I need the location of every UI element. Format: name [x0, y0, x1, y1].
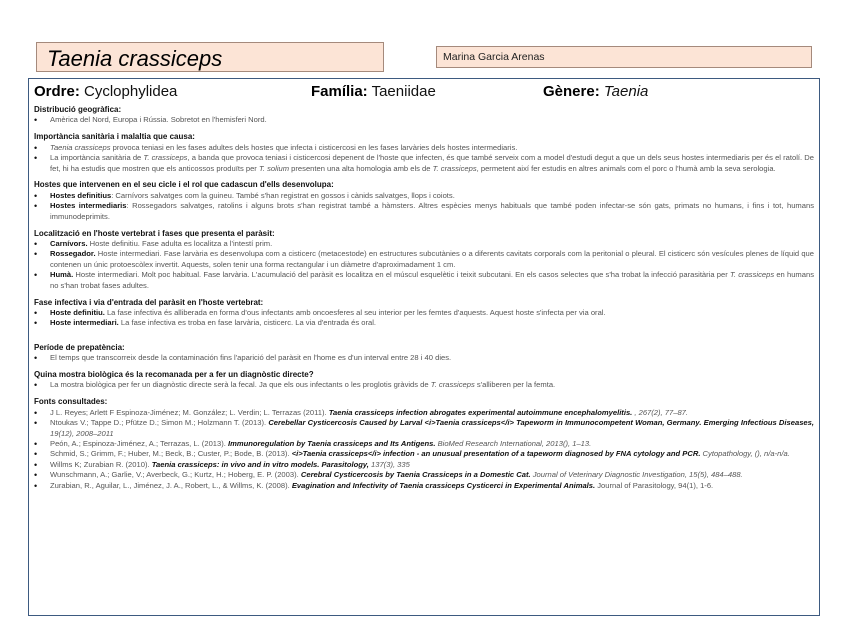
bullet: • [34, 190, 38, 201]
taxonomy-ordre [34, 83, 177, 100]
bullet: • [34, 449, 38, 460]
bullet: • [34, 115, 38, 126]
bullet: • [34, 459, 38, 470]
list-item: • Hoste definitiu. La fase infectiva és alliberada en forma d'ous infectants amb oncoesferes al seu interior per les femtes d'aquests. Aquest hoste s'infecta per via oral. [34, 307, 606, 318]
bullet: • [34, 470, 38, 481]
reference-item: • Zurabian, R., Aguilar, L., Jiménez, J. A., Robert, L., & Willms, K. (2008). Evagination and Infectivity of Taenia crassiceps Cysticerci in Experimental Animals. Journal of Parasitology, 94(1), 1-6. [34, 480, 714, 491]
bullet: • [34, 418, 38, 429]
reference-item: • Wunschmann, A.; Garlie, V.; Averbeck, G.; Kurtz, H.; Hoberg, E. P. (2003). Cerebral Cysticercosis by Taenia Crassiceps in a Domestic Cat. Journal of Veterinary Diagnostic Investigation, 15(5), 484–488. [34, 470, 743, 481]
bullet: • [34, 201, 38, 212]
section-heading-prepatencia: Període de prepatència: [34, 342, 125, 352]
bullet: • [34, 238, 38, 249]
list-item: • Hostes intermediaris: Rossegadors salvatges, ratolins i alguns brots s'han registrat també a hàmsters. Altres espècies menys habituals que també poden infectar-se són gats, primats no humans, i fins i tot, humans immunodeprimits. [34, 201, 814, 221]
content [34, 105, 814, 491]
list-item: • Hostes definitius: Carnívors salvatges com la guineu. També s'han registrat en gossos i cànids salvatges, llops i coiots. [34, 190, 455, 201]
reference-item: • Willms K; Zurabian R. (2010). Taenia crassiceps: in vivo and in vitro models. Parasitology, 137(3), 335 [34, 459, 410, 470]
page-title: Taenia crassiceps [47, 46, 223, 71]
bullet: • [34, 438, 38, 449]
section-heading-fonts: Fonts consultades: [34, 397, 108, 407]
reference-item: • Peón, A.; Espinoza-Jiménez, A.; Terrazas, L. (2013). Immunoregulation by Taenia crassiceps and Its Antigens. BioMed Research International, 2013(), 1–13. [34, 438, 592, 449]
section-heading-fase: Fase infectiva i via d'entrada del paràsit en l'hoste vertebrat: [34, 297, 264, 307]
list-item: • El temps que transcorreix desde la contaminación fins l'aparició del paràsit en l'home es d'un interval entre 28 i 40 dies. [34, 353, 452, 364]
bullet: • [34, 407, 38, 418]
genere-value: Taenia [603, 83, 649, 100]
ordre-value: Cyclophylidea [84, 83, 178, 100]
bullet: • [34, 153, 38, 164]
familia-label: Família: [311, 83, 368, 100]
reference-item: • J L. Reyes; Arlett F Espinoza-Jiménez; M. González; L. Verdin; L. Terrazas (2011). Taenia crassiceps infection abrogates experimental autoimmune encephalomyelitis. , 267(2), 77–87. [34, 407, 689, 418]
reference-item: • Schmid, S.; Grimm, F.; Huber, M.; Beck, B.; Custer, P.; Bode, B. (2013). <i>Taenia crassiceps</i> infection - an unusual presentation of a tapeworm diagnosed by FNA cytology and PCR. Cytopathology, (), n/a-n/a. [34, 449, 790, 460]
ordre-label: Ordre: [34, 83, 80, 100]
section-heading-hostes: Hostes que intervenen en el seu cicle i el rol que cadascun d'ells desenvolupa: [34, 180, 334, 190]
bullet: • [34, 249, 38, 260]
author-box [436, 46, 812, 68]
taxonomy-genere [543, 83, 648, 100]
section-heading-distribucio: Distribució geogràfica: [34, 105, 122, 114]
list-item: • Taenia crassiceps provoca teniasi en les fases adultes dels hostes que infecta i cisticercosi en les fases larvàries dels hostes intermediaris. [34, 142, 518, 153]
bullet: • [34, 380, 38, 391]
section-heading-localitzacio: Localització en l'hoste vertebrat i fases que presenta el paràsit: [34, 228, 275, 238]
bullet: • [34, 142, 38, 153]
title-box [36, 42, 384, 72]
list-item: • La importància sanitària de T. crassiceps, a banda que provoca teniasi i cisticercosi depenent de l'hoste que infecten, és que també serveix com a model d'estudi degut a que un dels seus hostes intermediaris per és el ratolí. De fet, hi ha estudis que mostren que els anticossos produïts per T. solium presenten una alta homologia amb els de T. crassiceps, permetent així fer estudis en altres animals com el porc o l'humà amb la seva serologia. [34, 153, 814, 173]
bullet: • [34, 480, 38, 491]
section-heading-importancia: Importància sanitària i malaltia que causa: [34, 132, 195, 142]
bullet: • [34, 270, 38, 281]
author-name: Marina Garcia Arenas [443, 51, 545, 63]
list-item: • La mostra biològica per fer un diagnòstic directe serà la fecal. Ja que els ous infectants o les proglotis gràvids de T. crassiceps s'alliberen per la femta. [34, 380, 556, 391]
list-item: • Carnívors. Hoste definitiu. Fase adulta es localitza a l'intestí prim. [34, 238, 273, 249]
reference-item: • Ntoukas V.; Tappe D.; Pfütze D.; Simon M.; Holzmann T. (2013). Cerebellar Cysticercosis Caused by Larval <i>Taenia crassiceps</i> Tapeworm in Immunocompetent Woman, Germany. Emerging Infectious Diseases, 19(12), 2008–2011 [34, 418, 814, 438]
bullet: • [34, 307, 38, 318]
list-item: • Rossegador. Hoste intermediari. Fase larvària es desenvolupa com a cisticerc (metacestode) en estructures subcutànies o a diferents cavitats corporals com la peritonial o pleural. El cisticerc són vesícules plenes de líquid que contenen un únic protoescòlex invertit. Aquests, solen tenir una forma rectangular i un diàmetre d'aproximadament 1 cm. [34, 249, 814, 269]
section-heading-mostra: Quina mostra biològica és la recomanada per a fer un diagnòstic directe? [34, 370, 314, 380]
list-item: • Amèrica del Nord, Europa i Rússia. Sobretot en l'hemisferi Nord. [34, 115, 267, 126]
taxonomy-familia [311, 83, 436, 100]
familia-value: Taeniidae [371, 83, 436, 100]
list-item: • Humà. Hoste intermediari. Molt poc habitual. Fase larvària. L'acumulació del paràsit es localitza en el múscul esquelètic i teixit subcutani. En els casos selectes que s'ha trobat la infecció parasitària per T. crassiceps en humans no s'han trobat fases adultes. [34, 270, 815, 290]
genere-label: Gènere: [543, 83, 600, 100]
bullet: • [34, 318, 38, 329]
bullet: • [34, 353, 38, 364]
list-item: • Hoste intermediari. La fase infectiva es troba en fase larvària, cisticerc. La via d'entrada és oral. [34, 318, 377, 329]
main-panel [28, 78, 820, 616]
